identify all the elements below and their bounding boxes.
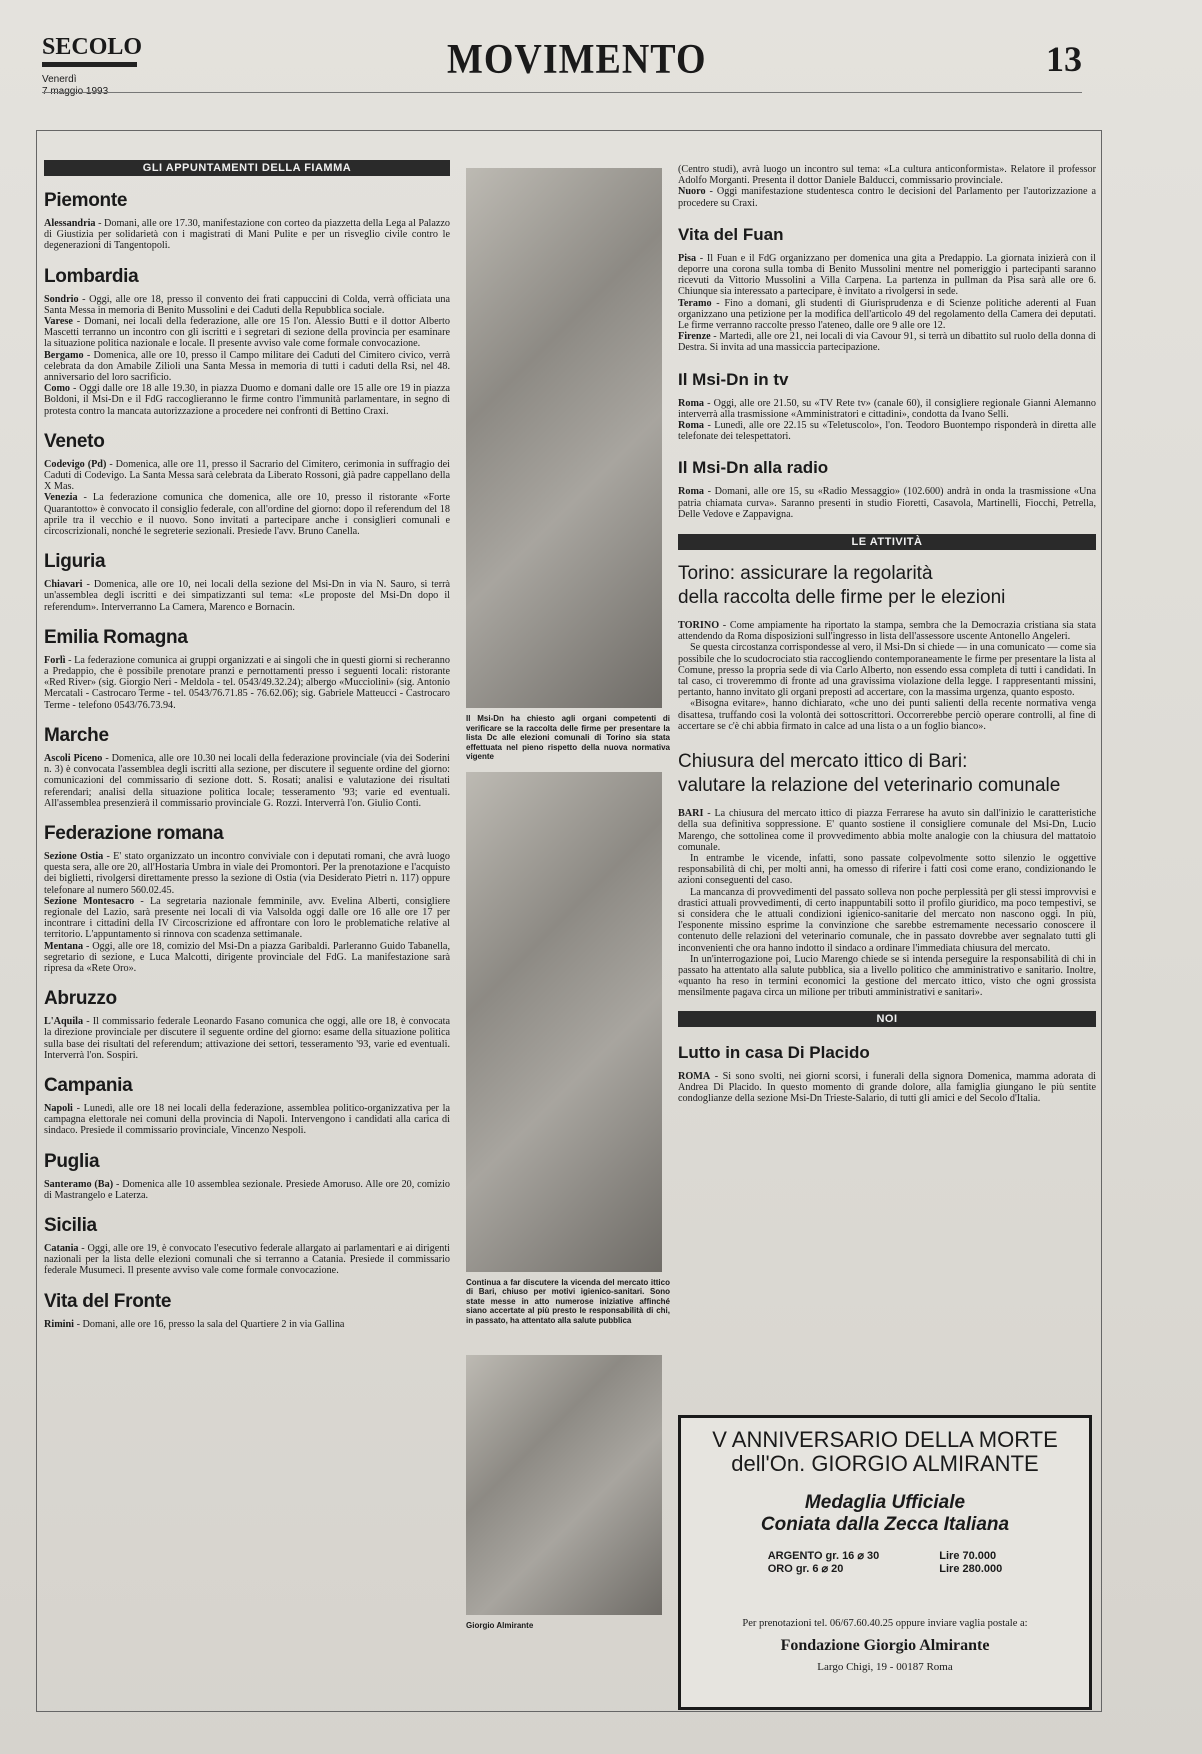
item-lead: Codevigo (Pd): [44, 458, 107, 470]
news-item: [44, 1179, 450, 1201]
region-heading: Marche: [44, 724, 109, 746]
header-rule: [42, 92, 1082, 93]
item-lead: Firenze: [678, 331, 711, 343]
news-item: [44, 655, 450, 711]
ad-silver: ARGENTO gr. 16 ⌀ 30: [767, 1550, 880, 1562]
ad-silver-price: Lire 70.000: [939, 1550, 997, 1562]
region-heading: Lombardia: [44, 265, 139, 287]
item-lead: BARI: [678, 808, 704, 820]
item-text: - Domenica, alle ore 11, presso il Sacrario del Cimitero, cerimonia in suffragio dei Caduti di Codevigo. La Santa Messa sarà celebrata da Liberato Rossoni, già padre cappellano della X Mas.: [44, 458, 450, 493]
caption-torino: Il Msi-Dn ha chiesto agli organi competenti di verificare se la raccolta delle firme per presentare la lista Dc alle elezioni comunali di Torino sia stata effettuata nel pieno rispetto della nuova normativa vigente: [466, 714, 670, 761]
news-item: [678, 398, 1096, 420]
item-text: - Lunedì, alle ore 22.15 su «Teletuscolo», l'on. Teodoro Buontempo risponderà in diretta alle telefonate dei telespettatori.: [678, 420, 1096, 443]
photo-column: [466, 168, 670, 1718]
item-lead: Santeramo (Ba): [44, 1178, 114, 1190]
fuan-heading: Vita del Fuan: [678, 224, 784, 244]
item-lead: Ascoli Piceno: [44, 752, 103, 764]
news-item: [44, 294, 450, 316]
masthead: [42, 34, 1092, 104]
ad-foundation: Fondazione Giorgio Almirante: [780, 1637, 990, 1654]
item-text: - Martedì, alle ore 21, nei locali di via Cavour 91, si terrà un dibattito sul ruolo della donna di Destra. Si invita ad una massiccia partecipazione.: [678, 331, 1096, 354]
region-heading: Federazione romana: [44, 822, 224, 844]
lutto-heading: Lutto in casa Di Placido: [678, 1042, 870, 1062]
news-item: [678, 853, 1096, 887]
news-item: [44, 350, 450, 384]
caption-bari: Continua a far discutere la vicenda del mercato ittico di Bari, chiuso per motivi igienico-sanitari. Sono state messe in atto numerose iniziative affinché siano accertate al più presto le responsabilità di chi, in passato, ha attentato alla salute pubblica: [466, 1277, 670, 1325]
item-text: - Domenica alle 10 assemblea sezionale. Presiede Amoruso. Alle ore 20, comizio di Mastrangelo e Laterza.: [44, 1178, 450, 1201]
news-item: [44, 753, 450, 809]
item-lead: TORINO: [678, 620, 720, 632]
item-text: - Domani, alle ore 15, su «Radio Messaggio» (102.600) andrà in onda la trasmissione «Una patria chiamata curva». Saranno presenti in studio Fioretti, Casavola, Martinelli, Fiocchi, Petrella, Delle Vedove e Zappavigna.: [678, 486, 1096, 520]
item-text: - La segretaria nazionale femminile, avv. Evelina Alberti, consigliere regionale del Lazio, sarà presente nei locali di via Valsolda oggi dalle ore 16 alle ore 17 per incontrare i cittadini della IV Circoscrizione ed affrontare con loro le problematiche relative al territorio. L'appuntamento si rinnova con scadenza settimanale.: [44, 895, 450, 941]
item-lead: L'Aquila: [44, 1016, 84, 1028]
region-heading: Veneto: [44, 430, 105, 452]
item-text: - Oggi dalle ore 18 alle 19.30, in piazza Duomo e domani dalle ore 15 alle ore 19 in piazza Boldoni, il Msi-Dn e il FdG raccoglieranno le firme contro l'immunità parlamentare, in segno di protesta contro la mancata autorizzazione a procedere nei confronti di Bettino Craxi.: [44, 383, 450, 417]
logo-bar: [42, 62, 137, 67]
item-text: «Bisogna evitare», hanno dichiarato, «che uno dei punti salienti della recente normativa venga disattesa, truffando così la volontà dei sottoscrittori. Occorrerebbe perciò operare controlli, al fine di accertare se c'è chi abbia firmato in calce ad una lista o a un foglio bianco».: [678, 698, 1096, 732]
region-list: [44, 190, 450, 1330]
region-heading: Puglia: [44, 1150, 100, 1172]
item-lead: Catania: [44, 1242, 79, 1254]
bari-headline: [678, 750, 1096, 798]
item-text: - Oggi manifestazione studentesca contro le decisioni del Parlamento per l'autorizzazione a procedere su Craxi.: [678, 186, 1096, 209]
news-item: [44, 218, 450, 252]
region-heading: Piemonte: [44, 190, 128, 211]
item-text: Se questa circostanza corrispondesse al vero, il Msi-Dn si chiede — in una comunicato — come sia possibile che lo scudocrociato stia raccogliendo contemporaneamente le firme per presentare la lista al Comune, presso la propria sede di via Carlo Alberto, non essendo essa completa di tutti i candidati. In tal caso, ci troveremmo di fronte ad una gravissima violazione della legge. I rappresentanti missini, pertanto, hanno invitato gli organi preposti ad accertare, con la massima urgenza, quanto esposto.: [678, 642, 1096, 699]
item-lead: Forlì: [44, 654, 66, 666]
news-item: [44, 459, 450, 493]
news-item: [678, 331, 1096, 353]
news-item: [44, 941, 450, 975]
page-number: 13: [1046, 39, 1082, 79]
lutto-article: [678, 1071, 1096, 1105]
item-text: - Oggi, alle ore 21.50, su «TV Rete tv» (canale 60), il consigliere regionale Gianni Alemanno interverrà alla trasmissione «Amministratori e cittadini», condotta da Ivano Selli.: [678, 397, 1096, 420]
item-text: - Il Fuan e il FdG organizzano per domenica una gita a Predappio. La giornata inizierà con il deporre una corona sulla tomba di Benito Mussolini mentre nel pomeriggio i partecipanti saranno ricevuti da Vittorio Mussolini a Villa Carpena. La partenza in pullman da Pisa sarà alle ore 6. Chiunque sia interessato a partecipare, è invitato a rivolgersi in sede.: [678, 252, 1096, 298]
item-text: - E' stato organizzato un incontro conviviale con i deputati romani, che avrà luogo questa sera, alle ore 20, all'Hostaria Umbra in viale dei Promontori. Per la prenotazione e l'acquisto dei biglietti, rivolgersi direttamente presso la sezione di Ostia (via Desiderato Pietri n. 117) oppure telefonare al numero 560.02.45.: [44, 850, 450, 896]
news-item: [44, 851, 450, 896]
item-text: - La federazione comunica che domenica, alle ore 10, presso il ristorante «Forte Quarantotto» è convocato il consiglio federale, con all'ordine del giorno: dopo il referendum del 18 aprile tra il vecchio e il nuovo. Sono invitati a partecipare anche i consiglieri comunali e circoscrizionali, nonché le segreterie sezionali. Presiede l'avv. Bruno Canella.: [44, 492, 450, 538]
news-item: [44, 316, 450, 350]
ad-gold-price: Lire 280.000: [939, 1563, 1003, 1575]
region-heading: Emilia Romagna: [44, 626, 188, 648]
activities-banner: LE ATTIVITÀ: [678, 534, 1096, 550]
news-item: [678, 954, 1096, 999]
item-lead: Sondrio: [44, 293, 79, 305]
weekday: Venerdì: [42, 74, 77, 85]
news-item: [44, 1319, 450, 1330]
news-item: [678, 164, 1096, 186]
region-heading: Vita del Fronte: [44, 1290, 172, 1312]
item-lead: Rimini: [44, 1318, 75, 1330]
item-text: - Domenica, alle ore 10, nei locali della sezione del Msi-Dn in via N. Sauro, si terrà un'assemblea degli iscritti e dei simpatizzanti sul tema: «Le proposte del Msi-Dn dopo il referendum». Interverranno La Camera, Marenco e Bornacin.: [44, 579, 450, 613]
region-heading: Abruzzo: [44, 988, 117, 1010]
item-lead: Sezione Ostia: [44, 850, 104, 862]
news-item: [44, 383, 450, 417]
ad-title-line1: V ANNIVERSARIO DELLA MORTE: [712, 1427, 1058, 1452]
news-item: [678, 620, 1096, 642]
item-text: - Oggi, alle ore 18, comizio del Msi-Dn a piazza Garibaldi. Parleranno Guido Tabanella, segretario di sezione, e Luca Malcotti, dirigente provinciale del FdG. La manifestazione sarà ripresa da «Rete Oro».: [44, 940, 450, 974]
item-lead: Roma: [678, 486, 705, 498]
item-lead: Bergamo: [44, 349, 84, 361]
bari-headline-line2: valutare la relazione del veterinario comunale: [678, 775, 1061, 797]
item-text: - Domani, nei locali della federazione, alle ore 15 l'on. Alessio Butti e il dottor Alberto Mascetti terranno un incontro con gli iscritti e i segretari di sezione della provincia per esaminare la situazione politica nazionale e locale. Il presente avviso vale come formale convocazione.: [44, 316, 450, 350]
item-text: La mancanza di provvedimenti del passato solleva non poche perplessità per gli stessi improvvisi e drastici attuali provvedimenti, di certo inappuntabili sotto il profilo giuridico, ma poco tempestivi, se si considera che le attuali condizioni igienico-sanitarie del mercato non nascono oggi. In più, l'esponente missino esprime la convinzione che sarebbe estremamente necessario conoscere il contenuto delle relazioni del veterinario comunale, che in passato dovrebbe aver segnalato tutti gli inconvenienti che ora hanno indotto il sindaco a ordinare l'immediata chiusura del mercato.: [678, 886, 1096, 954]
radio-items: [678, 486, 1096, 520]
item-text: (Centro studi), avrà luogo un incontro sul tema: «La cultura anticonformista». Relatore il professor Adolfo Morganti. Presenta il dottor Daniele Balducci, commissario provinciale.: [678, 164, 1096, 187]
radio-heading: Il Msi-Dn alla radio: [678, 458, 829, 478]
item-text: - Oggi, alle ore 18, presso il convento dei frati cappuccini di Colda, verrà officiata una Santa Messa in memoria di Benito Mussolini e dei Caduti della Repubblica sociale.: [44, 293, 450, 316]
ad-medal-line1: Medaglia Ufficiale: [804, 1492, 966, 1513]
almirante-medal-ad: [678, 1415, 1092, 1710]
item-text: - Lunedì, alle ore 18 nei locali della federazione, assemblea politico-organizzativa per la campagna elettorale nei comuni della provincia di Napoli. Intervengono i candidati alla carica di sindaco. Presiede il commissario provinciale, Vincenzo Nespoli.: [44, 1102, 450, 1137]
torino-headline: [678, 562, 1096, 610]
intro-items: [678, 164, 1096, 209]
item-text: - Domenica, alle ore 10, presso il Campo militare dei Caduti del Cimitero civico, verrà celebrata da don Amabile Zilioli una Santa Messa in memoria di tutti i caduti della Rsi, nel 48. anniversario del loro sacrificio.: [44, 349, 450, 384]
news-item: [44, 579, 450, 613]
photo-fish-market: [466, 772, 662, 1272]
item-lead: Roma: [678, 420, 705, 432]
noi-banner: NOI: [678, 1011, 1096, 1027]
ad-prices: [681, 1550, 1089, 1576]
news-item: [678, 486, 1096, 520]
item-text: - Domani, alle ore 17.30, manifestazione con corteo da piazzetta della Lega al Palazzo di Giustizia per solidarietà con i magistrati di Mani Pulite e per un risveglio civile contro le degenerazioni di Tangentopoli.: [44, 218, 450, 252]
news-item: [44, 492, 450, 537]
region-heading: Liguria: [44, 551, 106, 573]
news-item: [678, 186, 1096, 208]
news-item: [44, 1016, 450, 1061]
item-lead: Chiavari: [44, 579, 83, 591]
tv-items: [678, 398, 1096, 443]
region-heading: Campania: [44, 1074, 133, 1096]
item-lead: Como: [44, 383, 71, 395]
item-lead: Roma: [678, 397, 705, 409]
appointments-column: [44, 160, 450, 1700]
news-item: [678, 253, 1096, 298]
section-title: MOVIMENTO: [447, 36, 707, 84]
item-lead: Varese: [44, 316, 73, 328]
news-item: [678, 298, 1096, 332]
news-item: [678, 1071, 1096, 1105]
item-text: - Domani, alle ore 16, presso la sala del Quartiere 2 in via Gallina: [74, 1318, 345, 1330]
fuan-items: [678, 253, 1096, 354]
news-item: [678, 808, 1096, 853]
bari-headline-line1: Chiusura del mercato ittico di Bari:: [678, 751, 968, 773]
item-lead: Nuoro: [678, 186, 706, 198]
item-lead: Mentana: [44, 940, 84, 952]
ad-address: Largo Chigi, 19 - 00187 Roma: [817, 1661, 953, 1673]
item-text: - La chiusura del mercato ittico di piazza Ferrarese ha avuto sin dall'inizio le caratteristiche della sua definitiva soppressione. E' quanto sostiene il consigliere comunale del Msi-Dn, Lucio Marengo, che sottolinea come il provvedimento abbia molte analogie con la chiusura del mattatoio comunale.: [678, 808, 1096, 853]
item-text: - Fino a domani, gli studenti di Giurisprudenza e di Scienze politiche aderenti al Fuan organizzano una petizione per la modifica dell'articolo 49 del regolamento della Camera dei deputati. Le firme verranno raccolte presso l'ateneo, dalle ore 9 alle ore 12.: [678, 297, 1096, 332]
item-lead: Sezione Montesacro: [44, 895, 135, 907]
appointments-banner: GLI APPUNTAMENTI DELLA FIAMMA: [44, 160, 450, 176]
news-item: [44, 1243, 450, 1277]
ad-booking-info: Per prenotazioni tel. 06/67.60.40.25 oppure inviare vaglia postale a:: [742, 1618, 1028, 1629]
item-text: In un'interrogazione poi, Lucio Marengo chiede se si intenda perseguire la responsabilità di chi in passato ha attentato alla salute pubblica, sia a livello politico che amministrativo e sanitario. Inoltre, «quanto ha reso in termini economici la gestione del mercato ittico, visto che ogni grossista mensilmente pagava circa un milione per tributi amministrativi e sanitari».: [678, 953, 1096, 999]
item-text: - Come ampiamente ha riportato la stampa, sembra che la Democrazia cristiana sia stata attendendo da Roma disposizioni sull'ingresso in lista dell'assessore uscente Antonello Angeleri.: [678, 620, 1096, 643]
item-text: - Si sono svolti, nei giorni scorsi, i funerali della signora Domenica, mamma adorata di Andrea Di Placido. In questo momento di grande dolore, alla famiglia giungano le più sentite condoglianze della sezione Msi-Dn Trieste-Salario, di tutti gli amici e del Secolo d'Italia.: [678, 1070, 1096, 1104]
news-item: [678, 642, 1096, 698]
item-text: In entrambe le vicende, infatti, sono passate colpevolmente sotto silenzio le oggettive responsabilità di chi, per molti anni, ha omesso di riferire i fatti così come erano, condizionando le azioni conseguenti del caso.: [678, 852, 1096, 887]
photo-almirante: [466, 1355, 662, 1615]
torino-headline-line2: della raccolta delle firme per le elezioni: [678, 587, 1006, 609]
item-lead: Alessandria: [44, 218, 96, 229]
item-lead: Teramo: [678, 297, 712, 309]
item-lead: Napoli: [44, 1102, 73, 1114]
region-heading: Sicilia: [44, 1214, 97, 1236]
item-text: - La federazione comunica ai gruppi organizzati e ai singoli che in questi giorni si recheranno a Predappio, che è possibile prenotare pranzi e pernottamenti presso i seguenti locali: ristorante «Red River» (sig. Giorgio Neri - Meldola - tel. 0543/49.32.24); albergo «Mucciolini» (sig. Antonio Mercatali - Castrocaro Terme - tel. 0543/76.71.85 - 76.62.06); sig. Gabriele Matteucci - Castrocaro Terme - telefono 0543/76.73.94.: [44, 654, 450, 711]
ad-title-line2: dell'On. GIORGIO ALMIRANTE: [731, 1451, 1039, 1476]
newspaper-logo: SECOLO: [42, 34, 143, 60]
item-lead: Venezia: [44, 492, 78, 504]
news-item: [678, 887, 1096, 954]
news-item: [44, 1103, 450, 1137]
news-item: [678, 698, 1096, 732]
item-lead: ROMA: [678, 1070, 711, 1082]
tv-heading: Il Msi-Dn in tv: [678, 369, 789, 389]
bari-article: [678, 808, 1096, 998]
news-item: [678, 420, 1096, 442]
torino-headline-line1: Torino: assicurare la regolarità: [678, 563, 933, 585]
item-text: - Domenica, alle ore 10.30 nei locali della federazione provinciale (via dei Soderini n. 3) è convocata l'assemblea degli iscritti alla sezione, per discutere il seguente ordine del giorno: comunicazioni del commissario di sezione dott. S. Rosati; analisi e valutazione dei risultati referendari; analisi della situazione politica locale; tesseramento '93; varie ed eventuali. All'assemblea presenzierà il commissario provinciale G. Rozzi. Interverrà l'on. Giulio Conti.: [44, 752, 450, 809]
item-lead: Pisa: [678, 252, 697, 264]
item-text: - Oggi, alle ore 19, è convocato l'esecutivo federale allargato ai parlamentari e ai dirigenti nazionali per la lista delle elezioni comunali che si terranno a Catania. Presiede il commissario federale Musumeci. Il presente avviso vale come formale convocazione.: [44, 1242, 450, 1277]
caption-almirante: Giorgio Almirante: [466, 1621, 534, 1630]
news-item: [44, 896, 450, 941]
torino-article: [678, 620, 1096, 732]
item-text: - Il commissario federale Leonardo Fasano comunica che oggi, alle ore 18, è convocata la direzione provinciale per discutere il seguente ordine del giorno: esame della situazione politica sulla base dei risultati del referendum; attivazione dei settori, tesseramento '93, varie ed eventuali. Interverrà l'on. Sospiri.: [44, 1016, 450, 1061]
ad-medal-line2: Coniata dalla Zecca Italiana: [760, 1514, 1010, 1535]
photo-signatures: [466, 168, 662, 708]
ad-gold: ORO gr. 6 ⌀ 20: [767, 1563, 844, 1575]
dateline: [42, 74, 108, 98]
